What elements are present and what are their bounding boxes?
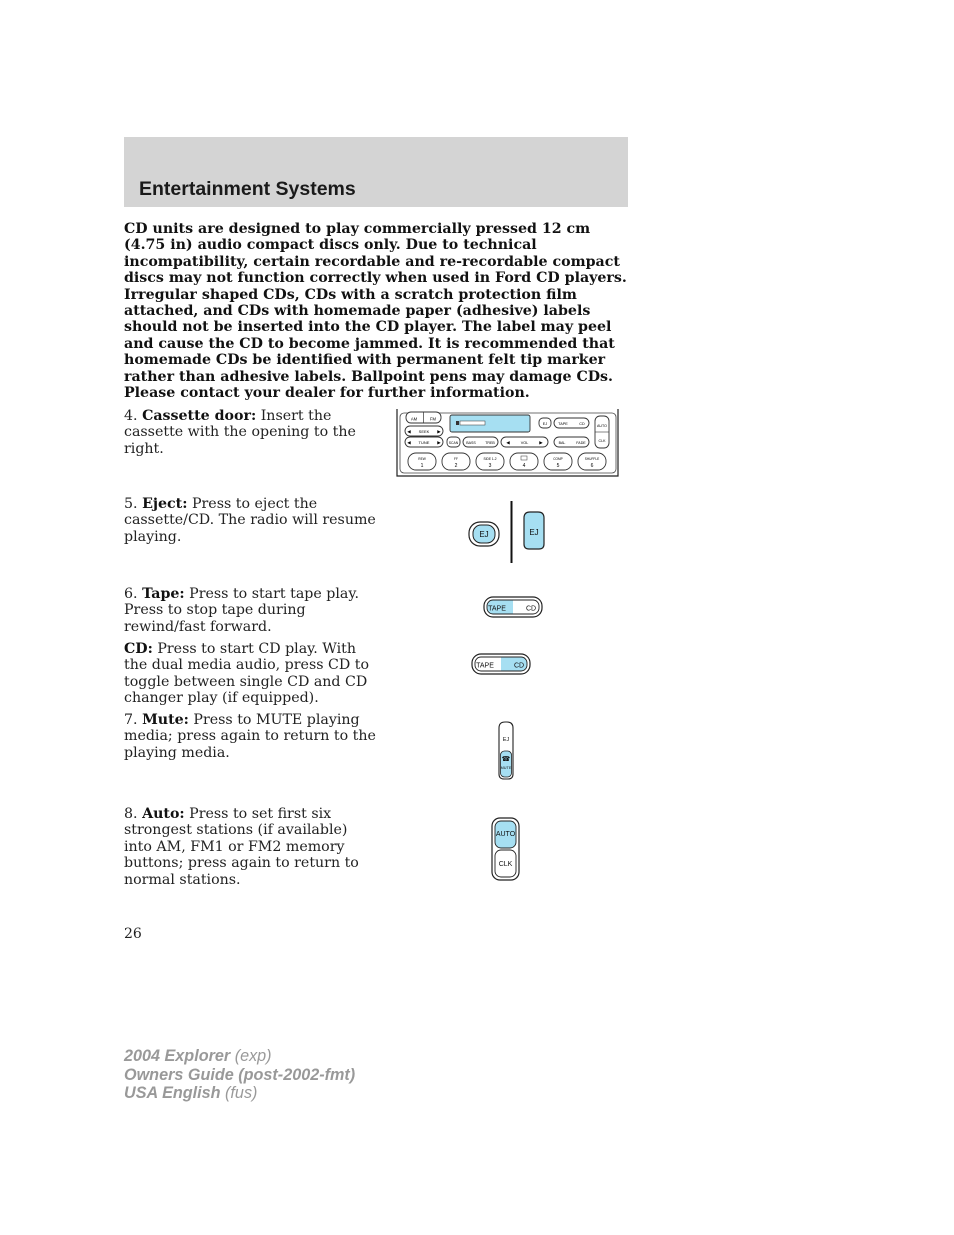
radio-bal-label: BAL xyxy=(558,441,566,445)
footer-model-code: (exp) xyxy=(234,1047,272,1065)
eject-button-side-label: EJ xyxy=(529,528,539,537)
cd-label: CD xyxy=(525,605,537,613)
radio-am-label: AM xyxy=(410,416,418,422)
footer-language: USA English xyxy=(124,1084,221,1103)
radio-fade-label: FADE xyxy=(576,441,586,445)
footer-line-3 xyxy=(124,1084,355,1103)
svg-text:FF: FF xyxy=(454,457,458,461)
mute-label: MUTE xyxy=(500,766,512,770)
section-title: Entertainment Systems xyxy=(139,178,356,200)
radio-ej-label: EJ xyxy=(542,422,548,426)
item-number: 5. xyxy=(124,496,138,512)
eject-button-label: EJ xyxy=(479,530,489,539)
item-tape xyxy=(124,586,379,635)
tape-label: TAPE xyxy=(476,662,494,670)
item-number: 6. xyxy=(124,586,138,602)
radio-clk-label: CLK xyxy=(598,439,606,443)
svg-text:2: 2 xyxy=(454,463,458,469)
cd-warning-paragraph: CD units are designed to play commercially pressed 12 cm (4.75 in) audio compact discs only. Due to technical incompatibility, certain recordable and re-recordable compact discs may not function correctly when used in Ford CD players. Irregular shaped CDs, CDs with a scratch protection film attached, and CDs with homemade paper (adhesive) labels should not be inserted into the CD player. The label may peel and cause the CD to become jammed. It is recommended that homemade CDs be identified with permanent felt tip marker rather than adhesive labels. Ballpoint pens may damage CDs. Please contact your dealer for further information. xyxy=(124,221,627,402)
item-cd xyxy=(124,641,379,707)
svg-text:▶: ▶ xyxy=(437,440,441,445)
item-text: Insert the cassette with the opening to the right. xyxy=(124,408,356,457)
item-text: Press to eject the cassette/CD. The radio will resume playing. xyxy=(124,496,376,545)
auto-clk-button-illustration xyxy=(489,816,523,882)
item-number: 4. xyxy=(124,408,138,424)
svg-text:1: 1 xyxy=(420,463,424,469)
radio-seek-label: SEEK xyxy=(418,429,430,434)
radio-auto-label: AUTO xyxy=(597,424,607,428)
auto-label: AUTO xyxy=(495,831,516,838)
radio-bass-label: BASS xyxy=(466,441,476,445)
footer-line-2 xyxy=(124,1066,355,1085)
svg-text:COMP: COMP xyxy=(553,457,563,461)
item-term: Mute: xyxy=(142,712,189,728)
item-term: Tape: xyxy=(142,586,185,602)
item-cassette-door xyxy=(124,408,379,457)
page-number: 26 xyxy=(124,926,142,942)
radio-cd-label: CD xyxy=(579,422,585,426)
footer-language-code: (fus) xyxy=(225,1084,258,1103)
radio-scan-label: SCAN xyxy=(448,441,459,445)
item-mute xyxy=(124,712,379,761)
svg-text:▶: ▶ xyxy=(539,440,543,445)
item-auto xyxy=(124,806,379,888)
radio-tape-label: TAPE xyxy=(558,422,568,426)
item-number: 7. xyxy=(124,712,138,728)
mute-button-illustration xyxy=(494,718,518,782)
svg-text:6: 6 xyxy=(590,463,594,469)
item-term: CD: xyxy=(124,641,153,657)
radio-faceplate-illustration xyxy=(396,409,620,479)
phone-icon: ☎ xyxy=(501,756,511,763)
item-term: Cassette door: xyxy=(142,408,257,424)
svg-text:◀: ◀ xyxy=(506,440,510,445)
footer-guide: Owners Guide (post-2002-fmt) xyxy=(124,1065,356,1084)
footer-model: 2004 Explorer xyxy=(124,1047,231,1065)
svg-text:3: 3 xyxy=(488,463,492,469)
radio-treb-label: TREB xyxy=(485,441,495,445)
item-text: Press to MUTE playing media; press again to return to the playing media. xyxy=(124,712,376,761)
item-term: Auto: xyxy=(142,806,185,822)
svg-text:SIDE 1-2: SIDE 1-2 xyxy=(483,457,497,461)
item-text: Press to start tape play. Press to stop tape during rewind/fast forward. xyxy=(124,586,360,635)
footer-line-1 xyxy=(124,1047,355,1066)
tape-button-illustration xyxy=(482,595,544,619)
eject-button-illustration xyxy=(466,500,550,566)
tape-label: TAPE xyxy=(488,605,506,613)
svg-text:◀: ◀ xyxy=(407,429,411,434)
cd-label: CD xyxy=(513,662,525,670)
radio-vol-label: VOL xyxy=(520,441,529,445)
document-footer xyxy=(124,1047,355,1103)
cd-button-illustration xyxy=(470,652,532,676)
item-term: Eject: xyxy=(142,496,188,512)
clk-label: CLK xyxy=(498,861,513,868)
radio-tune-label: TUNE xyxy=(418,440,430,445)
item-text: Press to set first six strongest stations (if available) into AM, FM1 or FM2 memory buttons; press again to return to normal stations. xyxy=(124,806,359,888)
item-text: Press to start CD play. With the dual media audio, press CD to toggle between single CD and CD changer play (if equipped). xyxy=(124,641,369,707)
radio-fm-label: FM xyxy=(429,416,437,422)
svg-text:4: 4 xyxy=(522,463,526,469)
item-number: 8. xyxy=(124,806,138,822)
item-eject xyxy=(124,496,379,545)
mute-ej-label: EJ xyxy=(502,737,510,743)
svg-text:▶: ▶ xyxy=(437,429,441,434)
svg-text:SHUFFLE: SHUFFLE xyxy=(584,457,600,461)
svg-text:◀: ◀ xyxy=(407,440,411,445)
svg-text:REW: REW xyxy=(418,457,426,461)
svg-text:5: 5 xyxy=(556,463,560,469)
section-header xyxy=(124,137,628,207)
